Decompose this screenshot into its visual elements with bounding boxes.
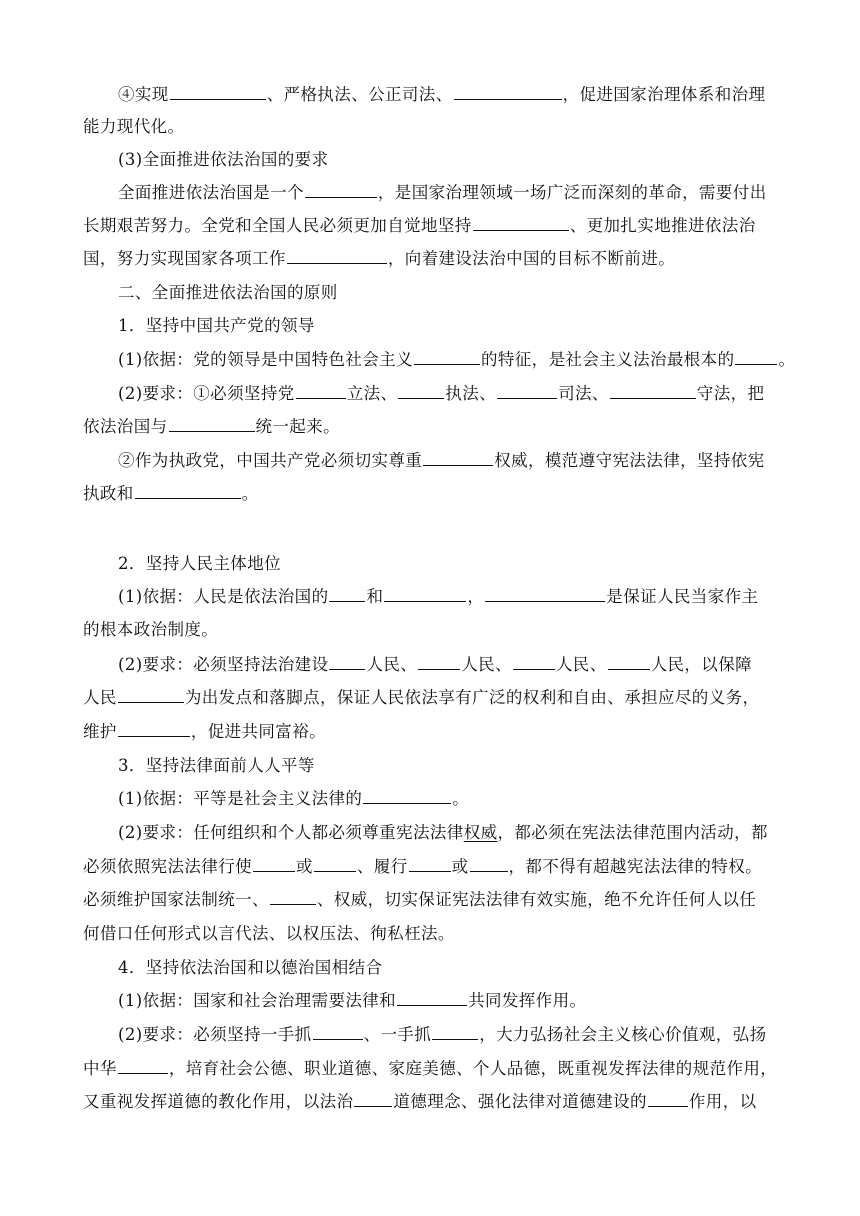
fill-blank[interactable] [118,686,184,703]
text-line [118,449,765,473]
text-line [83,922,455,946]
text: 的根本政治制度。 [83,620,219,639]
text-line [83,1090,757,1114]
text-line [83,115,184,139]
text-line [83,720,326,744]
text: 长期艰苦努力。全党和全国人民必须更加自觉地坚持 [83,216,472,235]
text: ，大力弘扬社会主义核心价值观，弘扬 [479,1025,767,1044]
text: 人民、 [366,655,418,674]
text: 、更加扎实地推进依法治 [569,216,756,235]
fill-blank[interactable] [735,348,777,365]
subsection-heading: 4．坚持依法治国和以德治国相结合 [118,958,383,977]
fill-blank[interactable] [473,214,569,231]
fill-blank[interactable] [397,989,467,1006]
fill-blank[interactable] [363,787,451,804]
text: 或 [296,857,313,876]
text: 作用，以 [688,1092,757,1111]
subsection-heading: 2．坚持人民主体地位 [118,554,281,573]
text: 、一手抓 [363,1025,432,1044]
subsection-heading: 1．坚持中国共产党的领导 [118,316,315,335]
text: (2)要求：必须坚持一手抓 [118,1025,312,1044]
text: 国，努力实现国家各项工作 [83,249,286,268]
text: 人民、 [555,655,607,674]
text: 道德理念、强化法律对道德建设的 [393,1092,647,1111]
fill-blank[interactable] [423,449,493,466]
section-heading: (3)全面推进依法治国的要求 [118,150,329,169]
text-line [83,855,762,879]
text: 、严格执法、公正司法、 [266,85,453,104]
section-heading: 二、全面推进依法治国的原则 [118,283,338,302]
text: ，都不得有超越宪法法律的特权。 [508,857,763,876]
text: 人民、 [461,655,512,674]
fill-blank[interactable] [648,1090,688,1107]
fill-blank[interactable] [432,1023,478,1040]
text: 为出发点和落脚点，保证人民依法享有广泛的权利和自由、承担应尽的义务， [184,688,760,707]
fill-blank[interactable] [608,653,650,670]
fill-blank[interactable] [287,247,387,264]
fill-blank[interactable] [409,855,451,872]
text: 共同发挥作用。 [468,991,587,1010]
fill-blank[interactable] [454,83,562,100]
fill-blank[interactable] [414,348,480,365]
text: 。 [778,350,796,369]
text: 的特征，是社会主义法治最根本的 [480,350,735,369]
fill-blank[interactable] [270,888,316,905]
text: 、履行 [356,857,408,876]
fill-blank[interactable] [329,585,365,602]
text: (2)要求：必须坚持法治建设 [118,655,329,674]
text: 何借口任何形式以言代法、以权压法、徇私枉法。 [83,924,455,943]
fill-blank[interactable] [513,653,555,670]
text: ，促进共同富裕。 [190,722,327,741]
text: 人民，以保障 [650,655,752,674]
text: 。 [241,484,259,503]
text: 是保证人民当家作主 [606,587,759,606]
text-line [83,214,756,238]
text: 守法，把 [696,384,765,403]
fill-blank[interactable] [398,382,444,399]
text: 必须维护国家法制统一、 [83,890,269,909]
text: 立法、 [346,384,398,403]
text: ，培育社会公德、职业道德、家庭美德、个人品德，既重视发挥法律的规范作用， [168,1059,778,1078]
fill-blank[interactable] [329,653,365,670]
text: ，是国家治理领域一场广泛而深刻的革命，需要付出 [377,183,767,202]
text: 执政和 [83,484,134,503]
text: 和 [366,587,384,606]
text: (2)要求：①必须坚持党 [118,384,295,403]
text: ②作为执政党，中国共产党必须切实尊重 [118,451,423,470]
fill-blank[interactable] [384,585,466,602]
text-line [83,686,759,710]
fill-blank[interactable] [118,1057,168,1074]
text-line [118,989,586,1013]
fill-blank[interactable] [169,415,255,432]
text-line [118,821,768,845]
text: 统一起来。 [255,417,340,436]
text-line [118,348,795,372]
fill-blank[interactable] [610,382,696,399]
fill-blank[interactable] [354,1090,392,1107]
text-line [118,83,765,107]
text-line [83,888,756,912]
text-line [83,415,340,439]
text-line [118,585,758,609]
text: 人民 [83,688,117,707]
text: ④实现 [118,85,169,104]
text-line [118,653,752,677]
text-line [83,482,259,506]
fill-blank[interactable] [313,1023,363,1040]
text: ， [467,587,485,606]
text: 执法、 [445,384,497,403]
text: 依法治国与 [83,417,168,436]
text: (1)依据：人民是依法治国的 [118,587,329,606]
text: (1)依据：国家和社会治理需要法律和 [118,991,397,1010]
fill-blank[interactable] [253,855,295,872]
fill-blank[interactable] [470,855,508,872]
fill-blank[interactable] [118,720,190,737]
text: 权威，模范遵守宪法法律，坚持依宪 [494,451,765,470]
fill-blank[interactable] [497,382,557,399]
subsection-heading: 3．坚持法律面前人人平等 [118,756,315,775]
text-line [83,1057,777,1081]
text-line [118,382,764,406]
text: ，向着建设法治中国的目标不断前进。 [387,249,676,268]
text: ，都必须在宪法法律范围内活动，都 [497,823,768,842]
text: 全面推进依法治国是一个 [118,183,304,202]
underlined-text: 权威 [463,823,498,842]
text: 又重视发挥道德的教化作用，以法治 [83,1092,354,1111]
fill-blank[interactable] [418,653,460,670]
text: 必须依照宪法法律行使 [83,857,252,876]
text: 中华 [83,1059,117,1078]
text: ，促进国家治理体系和治理 [562,85,766,104]
text: 或 [451,857,469,876]
fill-blank[interactable] [314,855,356,872]
text: (1)依据：党的领导是中国特色社会主义 [118,350,413,369]
text-line [83,618,218,642]
text: 司法、 [558,384,609,403]
text: 、权威，切实保证宪法法律有效实施，绝不允许任何人以任 [316,890,757,909]
text-line [83,247,675,271]
fill-blank[interactable] [170,83,266,100]
text: (2)要求：任何组织和个人都必须尊重宪法法律 [118,823,464,842]
text: 。 [452,789,470,808]
text-line [118,181,767,205]
text-line [118,1023,767,1047]
fill-blank[interactable] [135,482,241,499]
text-line [118,787,469,811]
text: 能力现代化。 [83,117,185,136]
fill-blank[interactable] [305,181,377,198]
fill-blank[interactable] [485,585,605,602]
fill-blank[interactable] [296,382,346,399]
text: (1)依据：平等是社会主义法律的 [118,789,363,808]
text: 维护 [83,722,117,741]
